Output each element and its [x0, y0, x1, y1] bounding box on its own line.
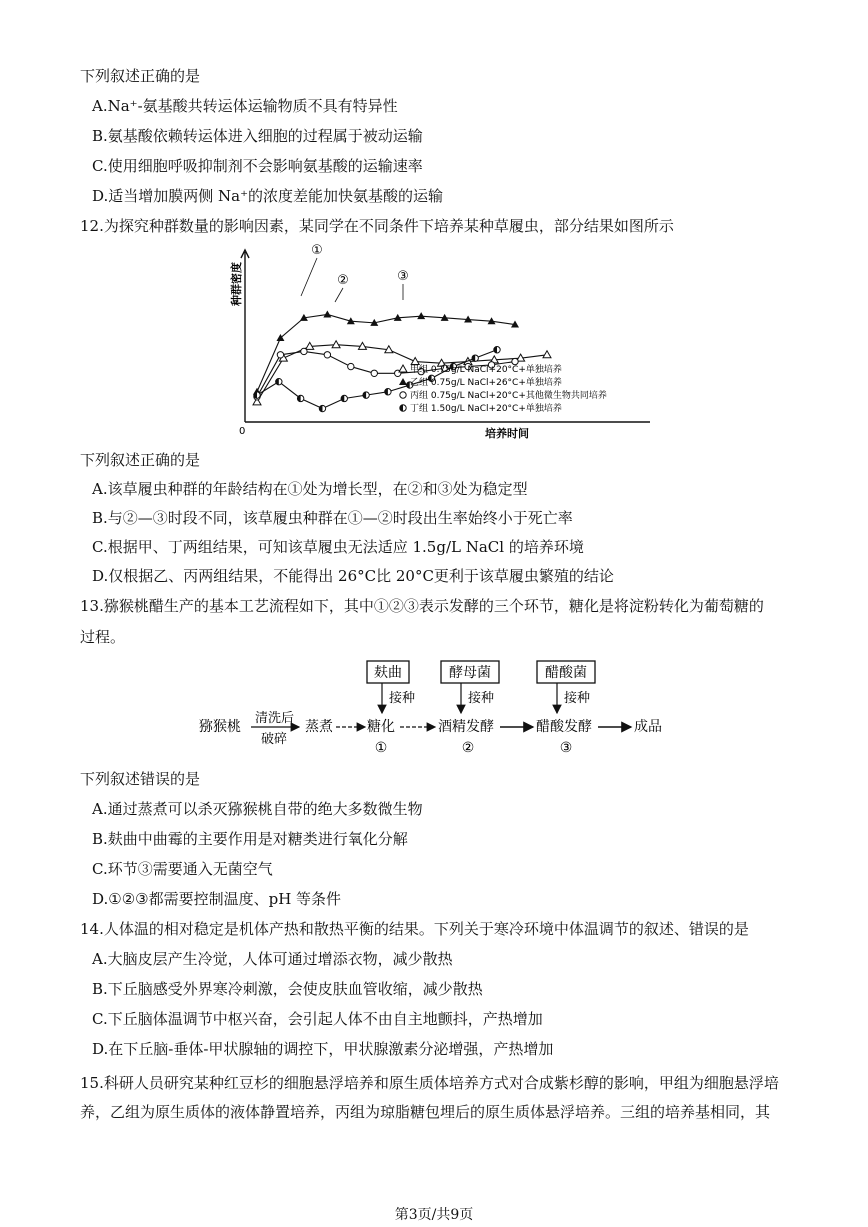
series-2-point-3 — [324, 352, 330, 358]
q15-text: 15.科研人员研究某种红豆杉的细胞悬浮培养和原生质体培养方式对合成紫杉醇的影响，甲组为细胞悬浮培养，乙组为原生质体的液体静置培养，丙组为琼脂糖包埋后的原生质体悬浮培养。三组的培养基相同，其 — [80, 1074, 779, 1121]
q12-option-b: B.与②—③时段不同，该草履虫种群在①—②时段出生率始终小于死亡率 — [92, 509, 573, 527]
q14-option-a: A.大脑皮层产生冷觉，人体可通过增添衣物，减少散热 — [92, 950, 453, 968]
series-3-point-11 — [494, 347, 500, 353]
stage-3-number: ③ — [559, 740, 573, 756]
legend-label-3: 丁组 1.50g/L NaCl+20°C+单独培养 — [410, 404, 562, 414]
inoculate-label-3: 接种 — [564, 691, 591, 706]
q13-option-b: B.麸曲中曲霉的主要作用是对糖类进行氧化分解 — [92, 830, 408, 848]
step-saccharify: 糖化 — [367, 719, 395, 735]
q13-option-c: C.环节③需要通入无菌空气 — [92, 860, 273, 878]
marker-leader-1 — [301, 258, 317, 296]
marker-leader-2 — [335, 288, 343, 302]
series-3-point-5 — [363, 392, 369, 398]
series-3-point-4 — [341, 395, 347, 401]
q14-option-b: B.下丘脑感受外界寒冷刺激，会使皮肤血管收缩，减少散热 — [92, 980, 483, 998]
page-number: 第3页/共9页 — [394, 1207, 474, 1223]
legend-marker-1 — [399, 378, 407, 385]
series-3-point-2 — [297, 395, 303, 401]
q12-option-a: A.该草履虫种群的年龄结构在①处为增长型，在②和③处为稳定型 — [92, 480, 528, 498]
q11-option-c: C.使用细胞呼吸抑制剂不会影响氨基酸的运输速率 — [92, 157, 423, 175]
q12-stem: 下列叙述正确的是 — [80, 451, 201, 469]
legend-marker-2 — [400, 392, 406, 398]
q13-option-d: D.①②③都需要控制温度、pH 等条件 — [92, 890, 342, 908]
q11-option-b: B.氨基酸依赖转运体进入细胞的过程属于被动运输 — [92, 127, 423, 145]
series-2-point-4 — [348, 363, 354, 369]
step-crush: 破碎 — [261, 732, 288, 747]
q12-title: 12.为探究种群数量的影响因素，某同学在不同条件下培养某种草履虫，部分结果如图所示 — [80, 217, 674, 235]
series-3-point-6 — [385, 389, 391, 395]
legend-label-2: 丙组 0.75g/L NaCl+20°C+其他微生物共同培养 — [410, 391, 607, 401]
legend-label-1: 乙组 0.75g/L NaCl+26°C+单独培养 — [410, 378, 562, 388]
series-2-point-1 — [277, 352, 283, 358]
box-acetobacter-label: 醋酸菌 — [545, 665, 587, 681]
series-0-point-11 — [543, 351, 551, 358]
box-yeast-label: 酵母菌 — [449, 665, 491, 681]
q14-option-c: C.下丘脑体温调节中枢兴奋，会引起人体不由自主地颤抖，产热增加 — [92, 1010, 543, 1028]
q13-option-a: A.通过蒸煮可以杀灭猕猴桃自带的绝大多数微生物 — [92, 800, 423, 818]
series-1-point-7 — [417, 312, 425, 319]
x-axis-label: 培养时间 — [485, 427, 529, 440]
time-marker-1: ① — [311, 244, 323, 258]
series-0-point-6 — [411, 358, 419, 365]
q14-option-d: D.在下丘脑-垂体-甲状腺轴的调控下，甲状腺激素分泌增强，产热增加 — [92, 1040, 554, 1058]
legend-marker-0 — [399, 365, 407, 372]
step-steam: 蒸煮 — [305, 719, 333, 735]
step-kiwi: 猕猴桃 — [199, 719, 241, 735]
step-wash: 清洗后 — [255, 711, 295, 726]
inoculate-label-2: 接种 — [468, 691, 495, 706]
inoculate-label-1: 接种 — [389, 691, 416, 706]
q11-stem: 下列叙述正确的是 — [80, 67, 201, 85]
time-marker-3: ③ — [397, 269, 409, 284]
series-0-point-3 — [332, 341, 340, 348]
series-3-point-3 — [319, 405, 325, 411]
series-3-point-0 — [254, 392, 260, 398]
legend-label-0: 甲组 0.75g/L NaCl+20°C+单独培养 — [410, 365, 562, 375]
step-alcohol: 酒精发酵 — [438, 719, 494, 735]
q14-title: 14.人体温的相对稳定是机体产热和散热平衡的结果。下列关于寒冷环境中体温调节的叙述、错误的是 — [80, 920, 749, 938]
time-marker-2: ② — [337, 273, 349, 288]
q13-title-cont: 过程。 — [80, 628, 126, 646]
q12-option-d: D.仅根据乙、丙两组结果，不能得出 26°C比 20°C更利于该草履虫繁殖的结论 — [92, 567, 614, 585]
series-2-point-5 — [371, 370, 377, 376]
stage-2-number: ② — [461, 740, 475, 756]
series-2-point-2 — [301, 348, 307, 354]
stage-1-number: ① — [374, 740, 388, 756]
q11-option-d: D.适当增加膜两侧 Na⁺的浓度差能加快氨基酸的运输 — [92, 187, 444, 205]
q13-stem: 下列叙述错误的是 — [80, 770, 201, 788]
series-3-point-10 — [472, 355, 478, 361]
step-acetic: 醋酸发酵 — [536, 719, 592, 735]
legend-marker-3 — [400, 405, 406, 411]
box-bran-koji-label: 麸曲 — [374, 665, 402, 681]
y-axis-label: 种群密度 — [230, 262, 243, 306]
population-chart — [225, 244, 655, 440]
series-1-point-3 — [323, 310, 331, 317]
q13-title: 13.猕猴桃醋生产的基本工艺流程如下，其中①②③表示发酵的三个环节，糖化是将淀粉转化为葡萄糖的 — [80, 597, 764, 615]
process-flowchart — [195, 655, 675, 765]
q12-option-c: C.根据甲、丁两组结果，可知该草履虫无法适应 1.5g/L NaCl 的培养环境 — [92, 538, 584, 556]
series-2-point-11 — [512, 358, 518, 364]
q11-option-a: A.Na⁺-氨基酸共转运体运输物质不具有特异性 — [92, 97, 398, 115]
series-3-point-1 — [276, 378, 282, 384]
origin-label: 0 — [239, 426, 246, 437]
step-product: 成品 — [634, 719, 662, 735]
